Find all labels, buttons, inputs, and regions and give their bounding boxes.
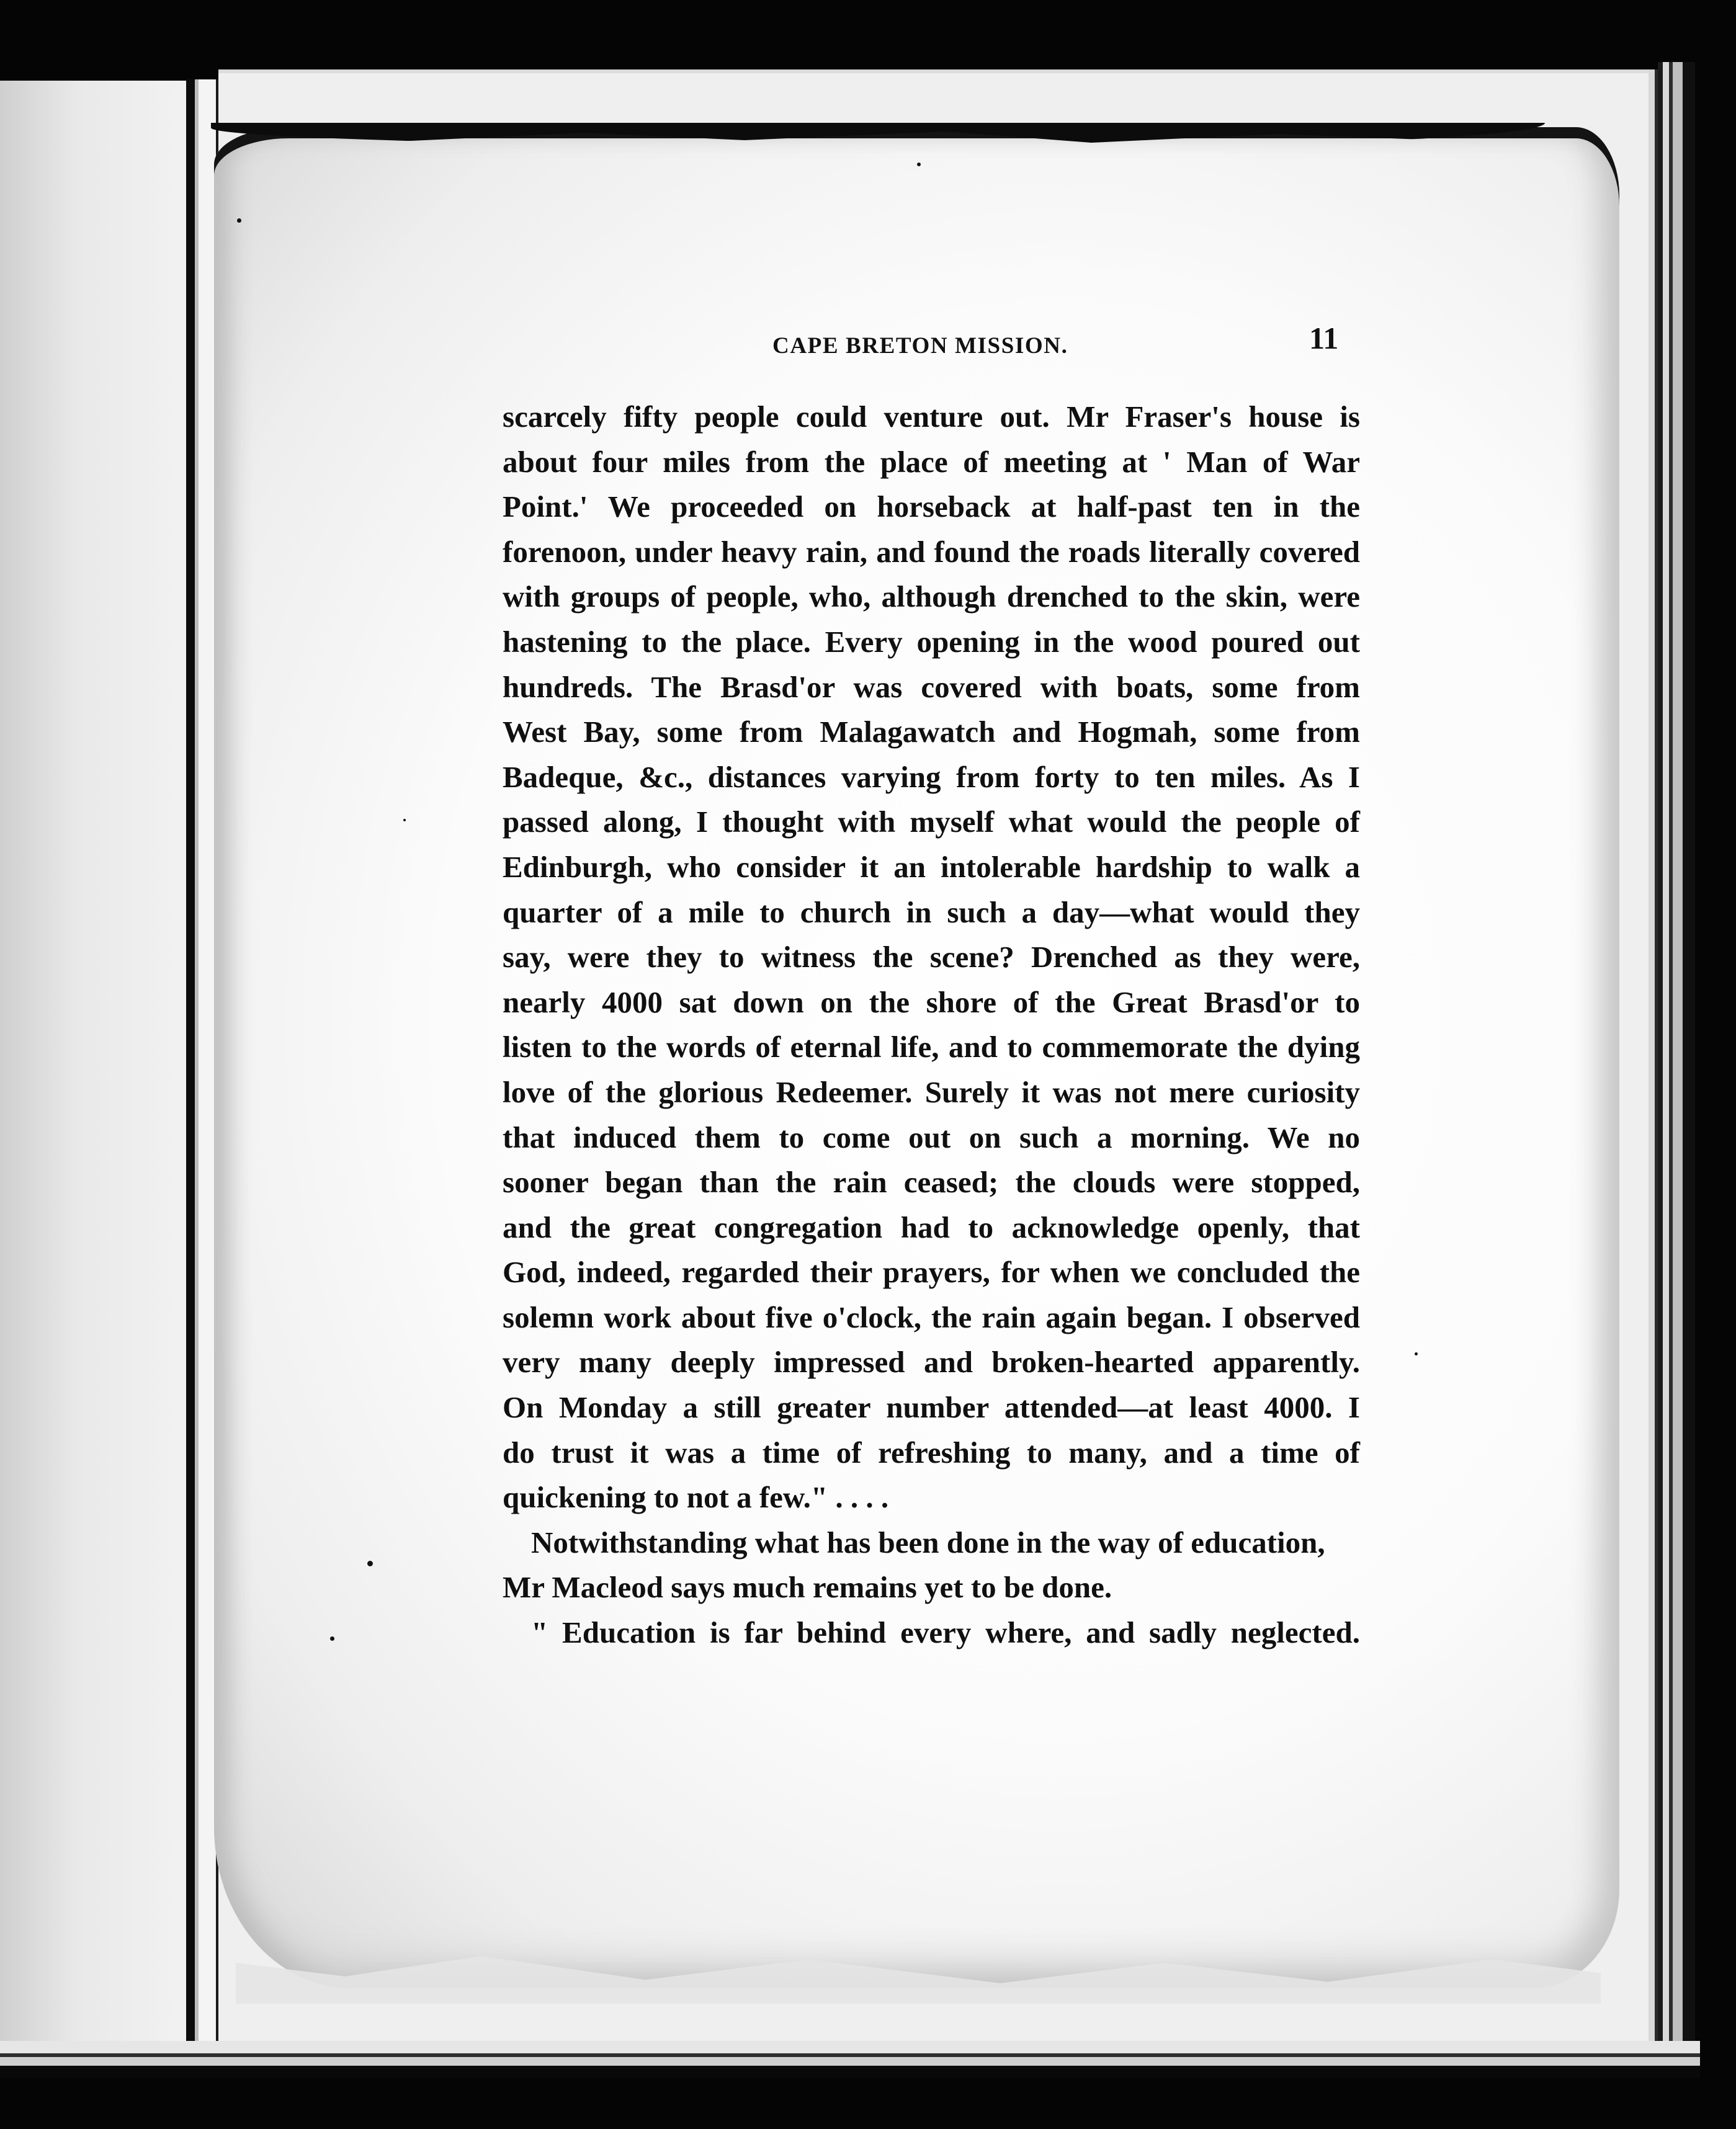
text-line: say, were they to witness the scene? Drenched as they were, xyxy=(503,940,1360,975)
text-line: forenoon, under heavy rain, and found the roads literally covered xyxy=(503,534,1360,569)
text-line: about four miles from the place of meeting at ' Man of War xyxy=(503,444,1360,479)
text-line: solemn work about five o'clock, the rain again began. I observed xyxy=(503,1300,1360,1334)
text-line: Point.' We proceeded on horseback at half-past ten in the xyxy=(503,489,1360,524)
text-line: love of the glorious Redeemer. Surely it was not mere curiosity xyxy=(503,1074,1360,1109)
page-fore-edge xyxy=(1658,62,1695,2075)
text-line: very many deeply impressed and broken-hearted apparently. xyxy=(503,1345,1360,1380)
text-line: passed along, I thought with myself what would the people of xyxy=(503,805,1360,839)
text-line: Edinburgh, who consider it an intolerable hardship to walk a xyxy=(503,849,1360,884)
page-number: 11 xyxy=(1309,321,1339,355)
text-line: hastening to the place. Every opening in the wood poured out xyxy=(503,624,1360,659)
text-line: God, indeed, regarded their prayers, for when we concluded the xyxy=(503,1255,1360,1290)
text-line: sooner began than the rain ceased; the clouds were stopped, xyxy=(503,1165,1360,1200)
text-line: Notwithstanding what has been done in the way of education, xyxy=(531,1525,1325,1560)
text-line: and the great congregation had to acknowledge openly, that xyxy=(503,1210,1360,1244)
text-line: West Bay, some from Malagawatch and Hogmah, some from xyxy=(503,715,1360,749)
text-line: On Monday a still greater number attended—at least 4000. I xyxy=(503,1390,1360,1425)
text-line: with groups of people, who, although drenched to the skin, were xyxy=(503,579,1360,614)
text-line: that induced them to come out on such a morning. We no xyxy=(503,1120,1360,1154)
text-line: Mr Macleod says much remains yet to be done. xyxy=(503,1570,1112,1605)
text-line: scarcely fifty people could venture out. Mr Fraser's house is xyxy=(503,399,1360,434)
text-line: nearly 4000 sat down on the shore of the Great Brasd'or to xyxy=(503,984,1360,1019)
dust-speck xyxy=(367,1561,373,1566)
text-line: quickening to not a few." . . . . xyxy=(503,1480,889,1515)
text-line: listen to the words of eternal life, and to commemorate the dying xyxy=(503,1030,1360,1064)
dust-speck xyxy=(1415,1352,1418,1355)
left-page-edge xyxy=(0,81,192,2069)
body-text xyxy=(503,395,1360,1656)
dust-speck xyxy=(403,819,406,821)
text-line: Badeque, &c., distances varying from forty to ten miles. As I xyxy=(503,759,1360,794)
text-line: " Education is far behind every where, and sadly neglected. xyxy=(531,1615,1360,1650)
page-bottom-edge xyxy=(0,2041,1700,2078)
text-line: hundreds. The Brasd'or was covered with boats, some from xyxy=(503,669,1360,704)
text-line: do trust it was a time of refreshing to many, and a time of xyxy=(503,1435,1360,1470)
text-line: quarter of a mile to church in such a day—what would they xyxy=(503,895,1360,929)
running-head: CAPE BRETON MISSION. xyxy=(772,333,1068,359)
dust-speck xyxy=(237,218,241,223)
dust-speck xyxy=(917,163,921,166)
dust-speck xyxy=(330,1636,334,1641)
